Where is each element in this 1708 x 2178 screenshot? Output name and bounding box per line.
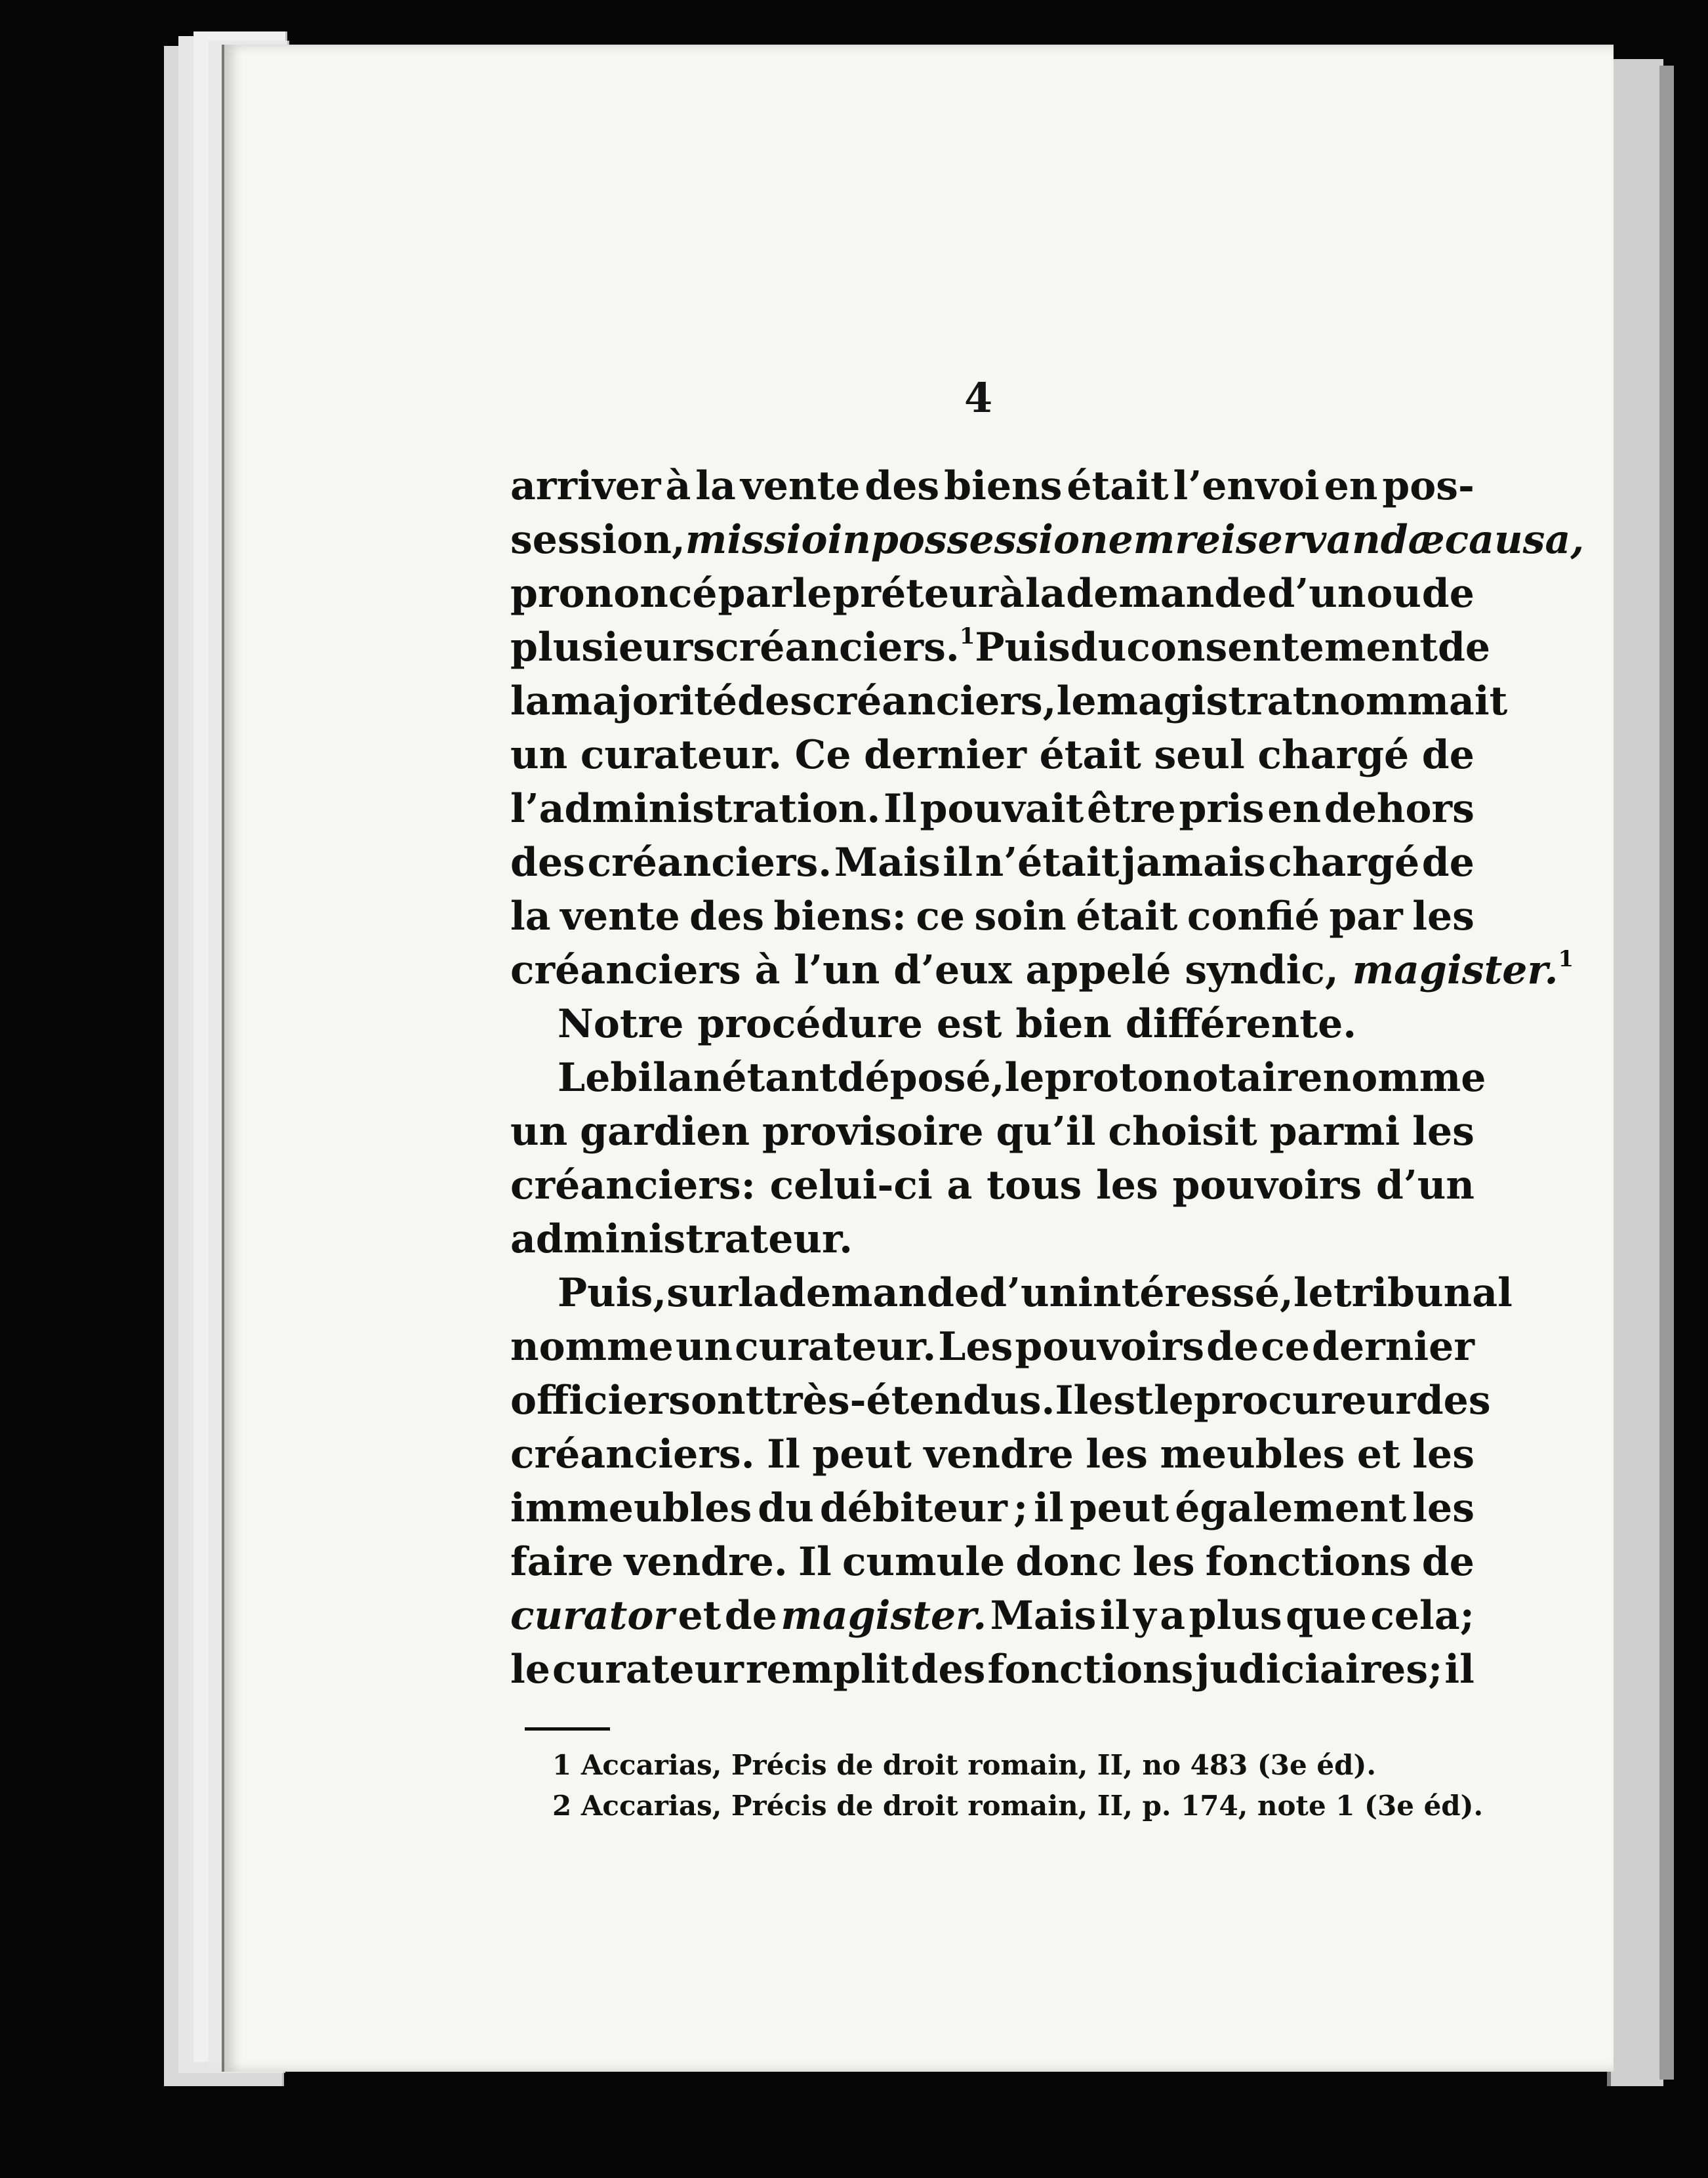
word: vente bbox=[740, 463, 861, 509]
word: ou bbox=[1366, 571, 1421, 617]
text-line bbox=[510, 1212, 1474, 1266]
word: de bbox=[1421, 571, 1474, 617]
word: les bbox=[1412, 1485, 1474, 1531]
word: d’un bbox=[979, 1270, 1078, 1316]
word: en bbox=[1324, 463, 1378, 509]
word: judiciaires; bbox=[1195, 1647, 1443, 1693]
word: causa, bbox=[1444, 517, 1585, 563]
word: différente. bbox=[1125, 1001, 1357, 1047]
word: tous bbox=[986, 1162, 1082, 1208]
word: y bbox=[1133, 1593, 1156, 1639]
back-cover-shadow bbox=[1659, 66, 1674, 2080]
word: biens: bbox=[773, 894, 906, 939]
text-line bbox=[510, 674, 1508, 728]
word: la bbox=[510, 894, 551, 939]
word: en bbox=[1267, 786, 1322, 832]
text-line bbox=[510, 997, 1474, 1051]
footnotes bbox=[552, 1745, 1484, 1826]
word: était bbox=[1076, 894, 1178, 939]
footnote: 2 Accarias, Précis de droit romain, II, p. 174, note 1 (3e éd). bbox=[552, 1790, 1484, 1822]
word: cela; bbox=[1370, 1593, 1474, 1639]
word: provisoire bbox=[762, 1109, 984, 1155]
word: possessionem bbox=[870, 517, 1175, 563]
word: Mais bbox=[834, 840, 941, 886]
back-cover-edge bbox=[1607, 59, 1663, 2086]
word: était bbox=[1067, 463, 1169, 509]
word: était bbox=[1039, 732, 1141, 778]
word: les bbox=[1412, 894, 1474, 939]
footnote: 1 Accarias, Précis de droit romain, II, no 483 (3e éd). bbox=[552, 1749, 1376, 1781]
word: demande bbox=[778, 1270, 980, 1316]
word: faire bbox=[510, 1539, 614, 1585]
word: et bbox=[1356, 1431, 1400, 1477]
word: gardien bbox=[580, 1109, 750, 1155]
word: Notre bbox=[558, 1001, 684, 1047]
word: un bbox=[675, 1324, 733, 1370]
word: dehors bbox=[1324, 786, 1474, 832]
word: que bbox=[1286, 1593, 1367, 1639]
word: a bbox=[946, 1162, 973, 1208]
word: du bbox=[1070, 625, 1127, 670]
word: tribunal bbox=[1333, 1270, 1513, 1316]
text-line bbox=[510, 621, 1491, 674]
text-line bbox=[510, 1428, 1474, 1481]
word: de bbox=[1437, 625, 1491, 670]
text-line bbox=[510, 1159, 1474, 1212]
word: il bbox=[1099, 1593, 1130, 1639]
word: créanciers.$^1$ bbox=[715, 623, 975, 670]
word: missio bbox=[685, 517, 828, 563]
paragraph bbox=[510, 1051, 1486, 1266]
word: servandæ bbox=[1235, 517, 1445, 563]
word: le bbox=[792, 571, 832, 617]
word: pouvait bbox=[920, 786, 1084, 832]
word: et bbox=[678, 1593, 722, 1639]
word: les bbox=[1132, 1539, 1195, 1585]
word: peut bbox=[812, 1431, 912, 1477]
word: intéressé, bbox=[1078, 1270, 1293, 1316]
word: de bbox=[1421, 732, 1474, 778]
word: de bbox=[724, 1593, 777, 1639]
text-line bbox=[510, 513, 1585, 567]
word: magistrat bbox=[1096, 678, 1311, 724]
word: seul bbox=[1154, 732, 1245, 778]
word: très-étendus. bbox=[763, 1378, 1055, 1424]
word: les bbox=[1086, 1431, 1148, 1477]
word: créanciers, bbox=[811, 678, 1057, 724]
word: le bbox=[1153, 1378, 1194, 1424]
text-line bbox=[510, 1051, 1486, 1105]
word: un bbox=[510, 1109, 568, 1155]
word: magister.$^1$ bbox=[1352, 946, 1574, 993]
text-line bbox=[510, 782, 1474, 836]
word: à bbox=[754, 947, 781, 993]
word: jamais bbox=[1122, 840, 1266, 886]
word: également bbox=[1175, 1485, 1407, 1531]
text-line bbox=[510, 1105, 1474, 1159]
word: les bbox=[1412, 1109, 1474, 1155]
word: curator bbox=[510, 1593, 674, 1639]
text-line bbox=[510, 1481, 1474, 1535]
word: vendre. bbox=[624, 1539, 788, 1585]
word: la bbox=[738, 1270, 779, 1316]
word: nomme bbox=[510, 1324, 674, 1370]
text-line bbox=[510, 1535, 1474, 1589]
word: qu’il bbox=[996, 1109, 1096, 1155]
word: de bbox=[1421, 1539, 1474, 1585]
word: magister. bbox=[781, 1593, 987, 1639]
word: arriver bbox=[510, 463, 661, 509]
word: protonotaire bbox=[1044, 1055, 1323, 1101]
word: celui-ci bbox=[769, 1162, 933, 1208]
word: in bbox=[827, 517, 871, 563]
word: créanciers. bbox=[587, 840, 832, 886]
word: est bbox=[936, 1001, 1002, 1047]
body-text bbox=[510, 459, 1585, 1696]
text-line bbox=[510, 459, 1474, 513]
word: créanciers. bbox=[510, 1431, 755, 1477]
word: à bbox=[665, 463, 691, 509]
text-line bbox=[510, 943, 1574, 997]
word: le bbox=[1004, 1055, 1045, 1101]
word: n’était bbox=[975, 840, 1120, 886]
word: le bbox=[510, 1647, 550, 1693]
word: donc bbox=[1015, 1539, 1122, 1585]
word: dernier bbox=[864, 732, 1027, 778]
text-line bbox=[510, 567, 1474, 621]
word: il bbox=[1444, 1647, 1474, 1693]
word: nomme bbox=[1322, 1055, 1486, 1101]
word: prononcé bbox=[510, 571, 718, 617]
text-line bbox=[510, 1589, 1474, 1643]
word: vendre bbox=[924, 1431, 1074, 1477]
word: rei bbox=[1175, 517, 1236, 563]
word: officier bbox=[510, 1378, 669, 1424]
word: a bbox=[1160, 1593, 1186, 1639]
word: Les bbox=[938, 1324, 1013, 1370]
word: biens bbox=[944, 463, 1063, 509]
word: de bbox=[1206, 1324, 1259, 1370]
word: la bbox=[695, 463, 736, 509]
word: ce bbox=[916, 894, 966, 939]
word: plus bbox=[1189, 1593, 1282, 1639]
word: choisit bbox=[1108, 1109, 1257, 1155]
word: remplit bbox=[745, 1647, 909, 1693]
word: soin bbox=[974, 894, 1067, 939]
word: le bbox=[1056, 678, 1097, 724]
word: il bbox=[1034, 1485, 1064, 1531]
text-line bbox=[510, 890, 1474, 943]
footnote-marker: 1 bbox=[1558, 946, 1574, 972]
word: appelé bbox=[1025, 947, 1171, 993]
word: des bbox=[1415, 1378, 1491, 1424]
word: curateur bbox=[552, 1647, 744, 1693]
word: meubles bbox=[1160, 1431, 1345, 1477]
word: la bbox=[1025, 571, 1066, 617]
word: dernier bbox=[1311, 1324, 1474, 1370]
word: des bbox=[910, 1647, 986, 1693]
word: Mais bbox=[990, 1593, 1097, 1639]
word: Il bbox=[1055, 1378, 1089, 1424]
word: demande bbox=[1066, 571, 1267, 617]
word: des bbox=[864, 463, 940, 509]
word: Le bbox=[558, 1055, 611, 1101]
page-number: 4 bbox=[964, 374, 993, 422]
word: fonctions bbox=[1205, 1539, 1412, 1585]
footnote-separator bbox=[525, 1727, 610, 1731]
word: Puis bbox=[975, 625, 1070, 670]
word: ; bbox=[1013, 1485, 1028, 1531]
word: confié bbox=[1187, 894, 1320, 939]
paragraph bbox=[510, 997, 1474, 1051]
word: par bbox=[718, 571, 792, 617]
word: immeubles bbox=[510, 1485, 752, 1531]
text-line bbox=[510, 1266, 1513, 1320]
word: procédure bbox=[697, 1001, 923, 1047]
word: la bbox=[510, 678, 551, 724]
word: session, bbox=[510, 517, 685, 563]
word: les bbox=[1412, 1431, 1474, 1477]
word: fonctions bbox=[987, 1647, 1194, 1693]
word: étant bbox=[722, 1055, 838, 1101]
word: sont bbox=[668, 1378, 764, 1424]
word: pouvoirs bbox=[1015, 1324, 1205, 1370]
word: peut bbox=[1069, 1485, 1169, 1531]
word: sur bbox=[666, 1270, 739, 1316]
word: cumule bbox=[842, 1539, 1006, 1585]
word: un bbox=[510, 732, 568, 778]
word: pos- bbox=[1382, 463, 1474, 509]
word: les bbox=[1095, 1162, 1158, 1208]
word: syndic, bbox=[1185, 947, 1339, 993]
word: d’un bbox=[1267, 571, 1366, 617]
word: l’envoi bbox=[1173, 463, 1320, 509]
text-line bbox=[510, 1374, 1491, 1428]
word: Puis, bbox=[558, 1270, 667, 1316]
word: débiteur bbox=[819, 1485, 1007, 1531]
word: chargé bbox=[1257, 732, 1410, 778]
text-line bbox=[510, 728, 1474, 782]
word: ce bbox=[1261, 1324, 1310, 1370]
word: Ce bbox=[794, 732, 851, 778]
word: est bbox=[1088, 1378, 1154, 1424]
word: des bbox=[689, 894, 765, 939]
word: plusieurs bbox=[510, 625, 716, 670]
word: administrateur. bbox=[510, 1216, 853, 1262]
word: du bbox=[758, 1485, 814, 1531]
word: déposé, bbox=[837, 1055, 1005, 1101]
word: consentement bbox=[1126, 625, 1438, 670]
word: curateur. bbox=[735, 1324, 937, 1370]
paragraph bbox=[510, 1266, 1513, 1696]
word: bien bbox=[1015, 1001, 1112, 1047]
word: bilan bbox=[610, 1055, 722, 1101]
word: créanciers bbox=[510, 947, 741, 993]
word: chargé bbox=[1268, 840, 1420, 886]
word: nommait bbox=[1311, 678, 1508, 724]
word: de bbox=[1421, 840, 1474, 886]
word: par bbox=[1329, 894, 1403, 939]
footnote-marker: 1 bbox=[959, 623, 975, 649]
word: parmi bbox=[1269, 1109, 1400, 1155]
word: d’un bbox=[1375, 1162, 1474, 1208]
word: l’un bbox=[794, 947, 880, 993]
word: il bbox=[943, 840, 973, 886]
text-line bbox=[510, 836, 1474, 890]
paragraph bbox=[510, 459, 1585, 997]
text-line bbox=[510, 1320, 1474, 1374]
word: des bbox=[510, 840, 585, 886]
word: le bbox=[1293, 1270, 1333, 1316]
word: pris bbox=[1179, 786, 1265, 832]
word: Il bbox=[767, 1431, 800, 1477]
word: procureur bbox=[1193, 1378, 1416, 1424]
word: créanciers: bbox=[510, 1162, 756, 1208]
word: l’administration. bbox=[510, 786, 881, 832]
word: préteur bbox=[832, 571, 999, 617]
word: Il bbox=[883, 786, 917, 832]
word: des bbox=[737, 678, 812, 724]
word: vente bbox=[560, 894, 680, 939]
word: pouvoirs bbox=[1172, 1162, 1362, 1208]
word: à bbox=[999, 571, 1025, 617]
word: curateur. bbox=[580, 732, 782, 778]
word: majorité bbox=[550, 678, 738, 724]
word: Il bbox=[798, 1539, 832, 1585]
word: d’eux bbox=[893, 947, 1012, 993]
word: être bbox=[1087, 786, 1176, 832]
text-line bbox=[510, 1643, 1474, 1696]
